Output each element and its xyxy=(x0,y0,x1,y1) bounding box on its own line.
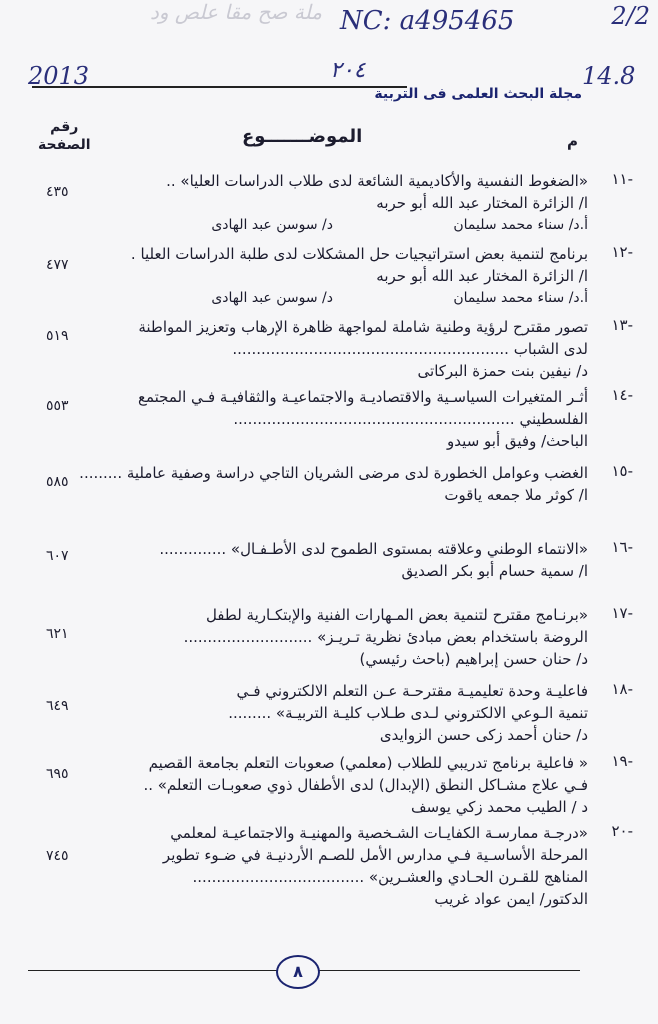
entry-text-line: «درجـة ممارسـة الكفايـات الشـخصية والمهنيـة والاجتماعيـة لمعلمي xyxy=(170,824,588,842)
entry-number: ١٩- xyxy=(611,752,633,770)
list-item xyxy=(20,822,633,910)
entry-text-line: د/ حنان أحمد زكى حسن الزوايدى xyxy=(379,726,588,744)
entry-page-number: ٤٧٧ xyxy=(46,257,69,273)
list-item xyxy=(20,243,633,309)
entry-text-line: المناهج للقـرن الحـادي والعشـرين» .................................... xyxy=(192,868,588,886)
entry-page-number: ٥١٩ xyxy=(46,328,69,344)
entry-text-line: أثـر المتغيرات السياسـية والاقتصاديـة والاجتماعيـة والثقافيـة فـي المجتمع xyxy=(138,388,588,406)
entry-page-number: ٦٤٩ xyxy=(46,698,69,714)
entry-text-line: فاعليـة وحدة تعليميـة مقترحـة عـن التعلم الالكتروني فـي xyxy=(236,682,588,700)
ghost-bleed-text: ﻣﻠﺔ ﺻﺢ ﻣﻘﺎ ﻋﻠﺺ ﻭﺩ xyxy=(150,0,322,24)
entry-number: ١٥- xyxy=(611,462,633,480)
entry-author: أ.د/ سناء محمد سليمان xyxy=(453,290,588,306)
entry-author: د/ سوسن عبد الهادى xyxy=(211,217,333,233)
entry-author: أ.د/ سناء محمد سليمان xyxy=(453,217,588,233)
list-item xyxy=(20,604,633,670)
entry-number: ١٤- xyxy=(611,386,633,404)
column-header-page-line1: رقم xyxy=(50,119,79,135)
entry-page-number: ٦٠٧ xyxy=(46,548,69,564)
handwritten-date: 14.8 xyxy=(582,62,636,90)
entry-text-line: برنامج لتنمية بعض استراتيجيات حل المشكلات لدى طلبة الدراسات العليا . xyxy=(130,245,588,263)
entry-text-line: «برنـامج مقترح لتنمية بعض المـهارات الفنية والإبتكـارية لطفل xyxy=(205,606,588,624)
column-header-page xyxy=(38,118,91,154)
entry-text-line: الغضب وعوامل الخطورة لدى مرضى الشريان التاجي دراسة وصفية عاملية ......... xyxy=(79,464,588,482)
entry-text-line: «الضغوط النفسية والأكاديمية الشائعة لدى طلاب الدراسات العليا» .. xyxy=(166,172,588,190)
entry-authors xyxy=(20,214,588,236)
list-item xyxy=(20,316,633,382)
entry-number: ١٣- xyxy=(611,316,633,334)
entry-author: د/ سوسن عبد الهادى xyxy=(211,290,333,306)
entry-text-line: الدكتور/ ايمن عواد غريب xyxy=(434,890,588,908)
entry-text-line: لدى الشباب .......................................................... xyxy=(232,340,588,358)
entry-text-line: ا/ الزائرة المختار عبد الله أبو حربه xyxy=(376,194,588,212)
entry-page-number: ٦٩٥ xyxy=(46,766,69,782)
entry-text-line: الفلسطيني ........................................................... xyxy=(233,410,588,428)
entry-text-line: فـي علاج مشـاكل النطق (الإبدال) لدى الأطفال ذوي صعوبـات التعلم» .. xyxy=(143,776,588,794)
entry-text-line: تنمية الـوعي الالكتروني لـدى طـلاب كليـة التربيـة» ......... xyxy=(228,704,588,722)
page-number-badge: ٨ xyxy=(276,955,320,989)
entry-number: ١١- xyxy=(611,170,633,188)
entry-text-line: د / الطيب محمد زكي يوسف xyxy=(410,798,588,816)
handwritten-reference: NC: a495465 xyxy=(340,6,515,36)
entry-text-line: الباحث/ وفيق أبو سيدو xyxy=(447,432,588,450)
entry-page-number: ٤٣٥ xyxy=(46,184,69,200)
entry-number: ١٧- xyxy=(611,604,633,622)
entry-text-line: د/ حنان حسن إبراهيم (باحث رئيسي) xyxy=(359,650,588,668)
entry-text-line: «الانتماء الوطني وعلاقته بمستوى الطموح لدى الأطـفـال» .............. xyxy=(159,540,588,558)
entry-text-line: « فاعلية برنامج تدريبي للطلاب (معلمي) صعوبات التعلم بجامعة القصيم xyxy=(148,754,588,772)
handwritten-page-count: 2/2 xyxy=(611,2,650,30)
entry-number: ٢٠- xyxy=(611,822,633,840)
list-item xyxy=(20,680,633,746)
entry-page-number: ٥٨٥ xyxy=(46,474,69,490)
handwritten-year: 2013 xyxy=(28,62,90,90)
entry-page-number: ٥٥٣ xyxy=(46,398,69,414)
list-item xyxy=(20,462,633,506)
entry-text-line: د/ نيفين بنت حمزة البركاتى xyxy=(417,362,588,380)
journal-title: مجلة البحث العلمى فى التربية xyxy=(374,86,582,102)
column-header-topic: الموضـــــــوع xyxy=(242,126,363,147)
entry-number: ١٨- xyxy=(611,680,633,698)
entry-text-line: ا/ سمية حسام أبو بكر الصديق xyxy=(401,562,588,580)
entry-text-line: ا/ الزائرة المختار عبد الله أبو حربه xyxy=(376,267,588,285)
list-item xyxy=(20,752,633,818)
entry-text-line: ا/ كوثر ملا جمعه ياقوت xyxy=(444,486,588,504)
entry-text-line: تصور مقترح لرؤية وطنية شاملة لمواجهة ظاهرة الإرهاب وتعزيز المواطنة xyxy=(138,318,588,336)
header-divider xyxy=(32,86,407,88)
entry-text-line: المرحلة الأساسـية فـي مدارس الأمل للصـم الأردنيـة في ضـوء تطوير xyxy=(162,846,588,864)
entry-page-number: ٧٤٥ xyxy=(46,848,69,864)
handwritten-issue: ٢٠٤ xyxy=(330,58,366,83)
entry-text-line: الروضة باستخدام بعض مبادئ نظرية تـريـز» ........................... xyxy=(183,628,588,646)
list-item xyxy=(20,538,633,582)
entry-number: ١٢- xyxy=(611,243,633,261)
list-item xyxy=(20,170,633,236)
entry-page-number: ٦٢١ xyxy=(46,626,69,642)
column-header-number: م xyxy=(567,132,578,150)
list-item xyxy=(20,386,633,452)
column-header-page-line2: الصفحة xyxy=(38,137,91,153)
entry-authors xyxy=(20,287,588,309)
entry-number: ١٦- xyxy=(611,538,633,556)
